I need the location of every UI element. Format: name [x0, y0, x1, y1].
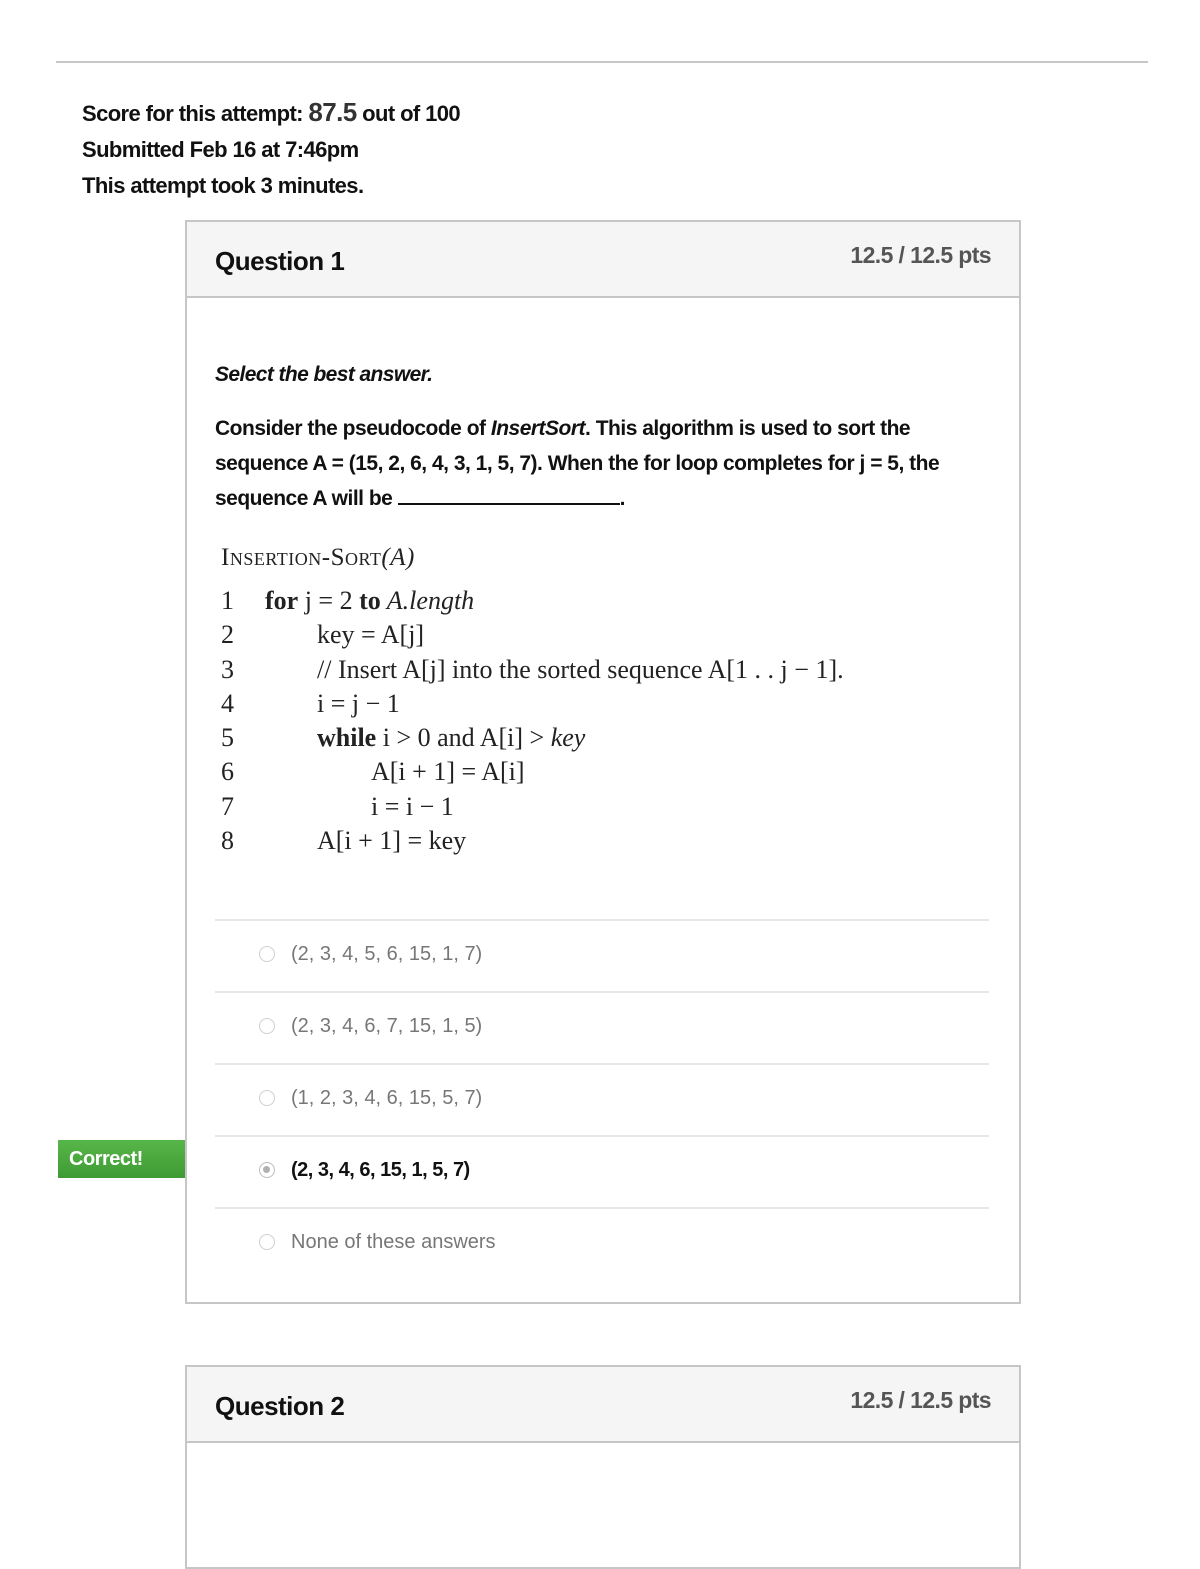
radio-button[interactable] [259, 1234, 275, 1250]
answer-list [215, 919, 989, 1279]
answer-blank [398, 485, 620, 505]
radio-button-selected[interactable] [259, 1162, 275, 1178]
question-instruction: Select the best answer. [215, 363, 433, 386]
answer-label: (2, 3, 4, 6, 15, 1, 5, 7) [291, 1159, 470, 1181]
pseudocode-line [221, 584, 475, 618]
code-text: i > 0 and A[i] > [376, 723, 551, 753]
pseudocode-line [221, 721, 586, 755]
answer-option[interactable] [215, 1063, 989, 1135]
question-points: 12.5 / 12.5 pts [850, 1387, 991, 1413]
line-number: 4 [221, 688, 234, 718]
question-title: Question 1 [215, 246, 345, 276]
line-code [317, 721, 585, 755]
top-divider [56, 61, 1148, 63]
question-text-part2: . This algorithm is used to sort the sequence A = (15, 2, 6, 4, 3, 1, 5, 7). When the for loop completes for j = 5, the sequence A will be [215, 417, 940, 510]
question-text-algorithm: InsertSort [490, 417, 586, 440]
score-value: 87.5 [308, 97, 357, 127]
question-header [187, 222, 1019, 298]
answer-option[interactable] [215, 919, 989, 991]
pseudocode-title [221, 544, 415, 572]
radio-button[interactable] [259, 946, 275, 962]
line-code: // Insert A[j] into the sorted sequence A[1 . . j − 1]. [317, 654, 844, 684]
radio-button[interactable] [259, 1090, 275, 1106]
pseudocode-line [221, 618, 425, 652]
submitted-time: Submitted Feb 16 at 7:46pm [82, 137, 359, 162]
attempt-duration: This attempt took 3 minutes. [82, 173, 364, 198]
keyword-while: while [317, 723, 377, 753]
pseudocode-line [221, 653, 844, 687]
answer-option-selected[interactable] [215, 1135, 989, 1207]
line-code: key = A[j] [317, 620, 425, 650]
answer-option[interactable] [215, 1207, 989, 1279]
radio-button[interactable] [259, 1018, 275, 1034]
score-line [82, 94, 460, 132]
question-card-1 [185, 220, 1021, 1304]
code-text: j = 2 [298, 586, 360, 615]
question-text-part1: Consider the pseudocode of [215, 417, 491, 440]
line-number: 1 [221, 586, 234, 615]
line-code: i = j − 1 [317, 688, 400, 718]
line-number: 6 [221, 757, 234, 787]
answer-label: None of these answers [291, 1231, 496, 1253]
line-code: A[i + 1] = key [317, 826, 467, 856]
score-suffix: out of 100 [362, 101, 461, 126]
question-header [187, 1367, 1019, 1443]
line-number: 2 [221, 620, 234, 650]
question-points: 12.5 / 12.5 pts [850, 242, 991, 268]
pseudocode-figure [221, 544, 844, 858]
line-code [265, 584, 474, 618]
line-number: 5 [221, 723, 234, 753]
answer-label: (2, 3, 4, 5, 6, 15, 1, 7) [291, 943, 483, 965]
question-title: Question 2 [215, 1391, 345, 1421]
pseudocode-line [221, 824, 467, 858]
line-code: i = i − 1 [371, 791, 454, 821]
pseudocode-title-param: (A) [381, 544, 415, 571]
line-number: 8 [221, 826, 234, 856]
line-code: A[i + 1] = A[i] [371, 757, 525, 787]
line-number: 7 [221, 791, 234, 821]
code-text: A.length [380, 586, 475, 615]
pseudocode-line [221, 687, 415, 721]
code-text: key [550, 723, 586, 753]
pseudocode-line [221, 755, 525, 789]
pseudocode-line [221, 790, 454, 824]
score-label: Score for this attempt: [82, 101, 303, 126]
answer-label: (2, 3, 4, 6, 7, 15, 1, 5) [291, 1015, 483, 1037]
keyword-to: to [359, 586, 381, 615]
question-card-2 [185, 1365, 1021, 1569]
question-text [215, 411, 985, 516]
keyword-for: for [265, 586, 299, 615]
question-text-part3: . [619, 487, 626, 510]
attempt-summary [82, 94, 460, 204]
pseudocode-title-name: Insertion-Sort [221, 544, 382, 571]
answer-label: (1, 2, 3, 4, 6, 15, 5, 7) [291, 1087, 483, 1109]
answer-option[interactable] [215, 991, 989, 1063]
correct-answer-flag: Correct! [58, 1140, 192, 1178]
line-number: 3 [221, 654, 234, 684]
